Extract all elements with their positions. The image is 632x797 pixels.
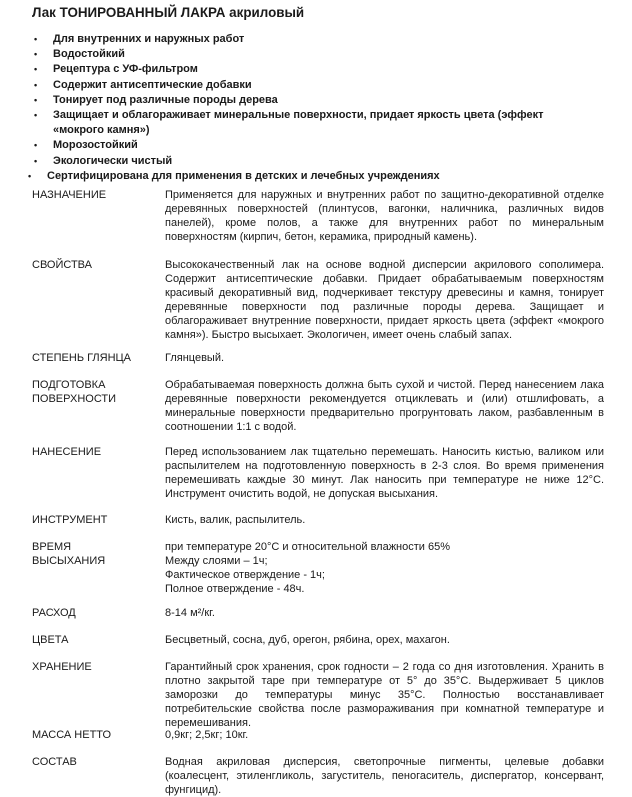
bullet-icon: • — [34, 110, 38, 121]
section-label: МАССА НЕТТО — [32, 729, 112, 741]
feature-item: • Морозостойкий — [34, 138, 544, 153]
feature-item: • Тонирует под различные породы дерева — [34, 93, 544, 108]
section-text: Бесцветный, сосна, дуб, орегон, рябина, орех, махагон. — [165, 634, 450, 646]
section-text: Высококачественный лак на основе водной дисперсии акрилового сополимера. Содержит антисептические добавки. Придает обрабатываемым поверхностям красивый декоративный вид, подчеркивает текстуру древесины и камня, тонирует деревянные поверхности под различные породы дерева. Защищает и облагораживает внутренние поверхности, придает яркость цвета (эффект «мокрого камня»). Быстро высыхает. Экологичен, имеет очень слабый запах. — [165, 259, 604, 342]
bullet-icon: • — [34, 49, 38, 60]
section-label: НАЗНАЧЕНИЕ — [32, 189, 107, 201]
section-label: СОСТАВ — [32, 756, 77, 768]
section-text: Глянцевый. — [165, 352, 225, 364]
feature-item: • Рецептура с УФ-фильтром — [34, 62, 544, 77]
section-text: при температуре 20°С и относительной влажности 65% Между слоями – 1ч; Фактическое отверждение - 1ч; Полное отверждение - 48ч. — [165, 541, 450, 596]
section-text: Перед использованием лак тщательно перемешать. Наносить кистью, валиком или распылителем на подготовленную поверхность в 2-3 слоя. Во время применения перемешивать каждые 30 минут. Лак наносить при температуре не ниже 12°С. Инструмент очистить водой, не допуская высыхания. — [165, 446, 604, 501]
feature-item: • Экологически чистый — [34, 154, 544, 169]
section-text: 8-14 м²/кг. — [165, 607, 215, 619]
section-label: НАНЕСЕНИЕ — [32, 446, 102, 458]
feature-item-continuation: «мокрого камня») — [53, 124, 150, 137]
section-label: ЦВЕТА — [32, 634, 69, 646]
feature-item: • Защищает и облагораживает минеральные поверхности, придает яркость цвета (эффект — [34, 108, 544, 123]
feature-list — [28, 32, 544, 184]
bullet-icon: • — [34, 79, 38, 90]
section-text: Применяется для наружных и внутренних работ по защитно-декоративной отделке деревянных поверхностей (плинтусов, вагонки, наличника, различных видов панелей), кроме полов, а также для внутренних работ по минеральным поверхностям (кирпич, бетон, керамика, природный камень). — [165, 189, 604, 244]
bullet-icon: • — [34, 64, 38, 75]
bullet-icon: • — [34, 94, 38, 105]
section-text: Водная акриловая дисперсия, светопрочные пигменты, целевые добавки (коалесцент, этиленгликоль, загуститель, пеногаситель, диспергатор, консервант, фунгицид). — [165, 756, 604, 797]
feature-item: • Сертифицирована для применения в детских и лечебных учреждениях — [28, 169, 544, 184]
feature-item: • Для внутренних и наружных работ — [34, 32, 544, 47]
bullet-icon: • — [34, 140, 38, 151]
section-text: 0,9кг; 2,5кг; 10кг. — [165, 729, 249, 741]
bullet-icon: • — [34, 155, 38, 166]
section-label: ИНСТРУМЕНТ — [32, 514, 108, 526]
bullet-icon: • — [34, 34, 38, 44]
section-text: Гарантийный срок хранения, срок годности – 2 года со дня изготовления. Хранить в плотно закрытой таре при температуре от 5° до 35°С. Выдерживает 5 циклов заморозки до температуры минус 35°С. Полностью восстанавливает потребительские свойства после размораживания при комнатной температуре и перемешивания. — [165, 661, 604, 730]
section-label: СВОЙСТВА — [32, 259, 92, 271]
feature-item: • Содержит антисептические добавки — [34, 78, 544, 93]
section-label: ВРЕМЯ ВЫСЫХАНИЯ — [32, 541, 106, 567]
page-title: Лак ТОНИРОВАННЫЙ ЛАКРА акриловый — [32, 5, 305, 20]
section-label: ПОДГОТОВКА ПОВЕРХНОСТИ — [32, 379, 117, 405]
section-label: РАСХОД — [32, 607, 76, 619]
bullet-icon: • — [28, 170, 32, 181]
section-text: Кисть, валик, распылитель. — [165, 514, 306, 526]
section-label: ХРАНЕНИЕ — [32, 661, 92, 673]
feature-item: • Водостойкий — [34, 47, 544, 62]
section-label: СТЕПЕНЬ ГЛЯНЦА — [32, 352, 132, 364]
section-text: Обрабатываемая поверхность должна быть сухой и чистой. Перед нанесением лака деревянные поверхности рекомендуется отциклевать и (или) отшлифовать, а минеральные поверхности предварительно прогрунтовать лаком, разбавленным в соотношении 1:1 с водой. — [165, 379, 604, 434]
